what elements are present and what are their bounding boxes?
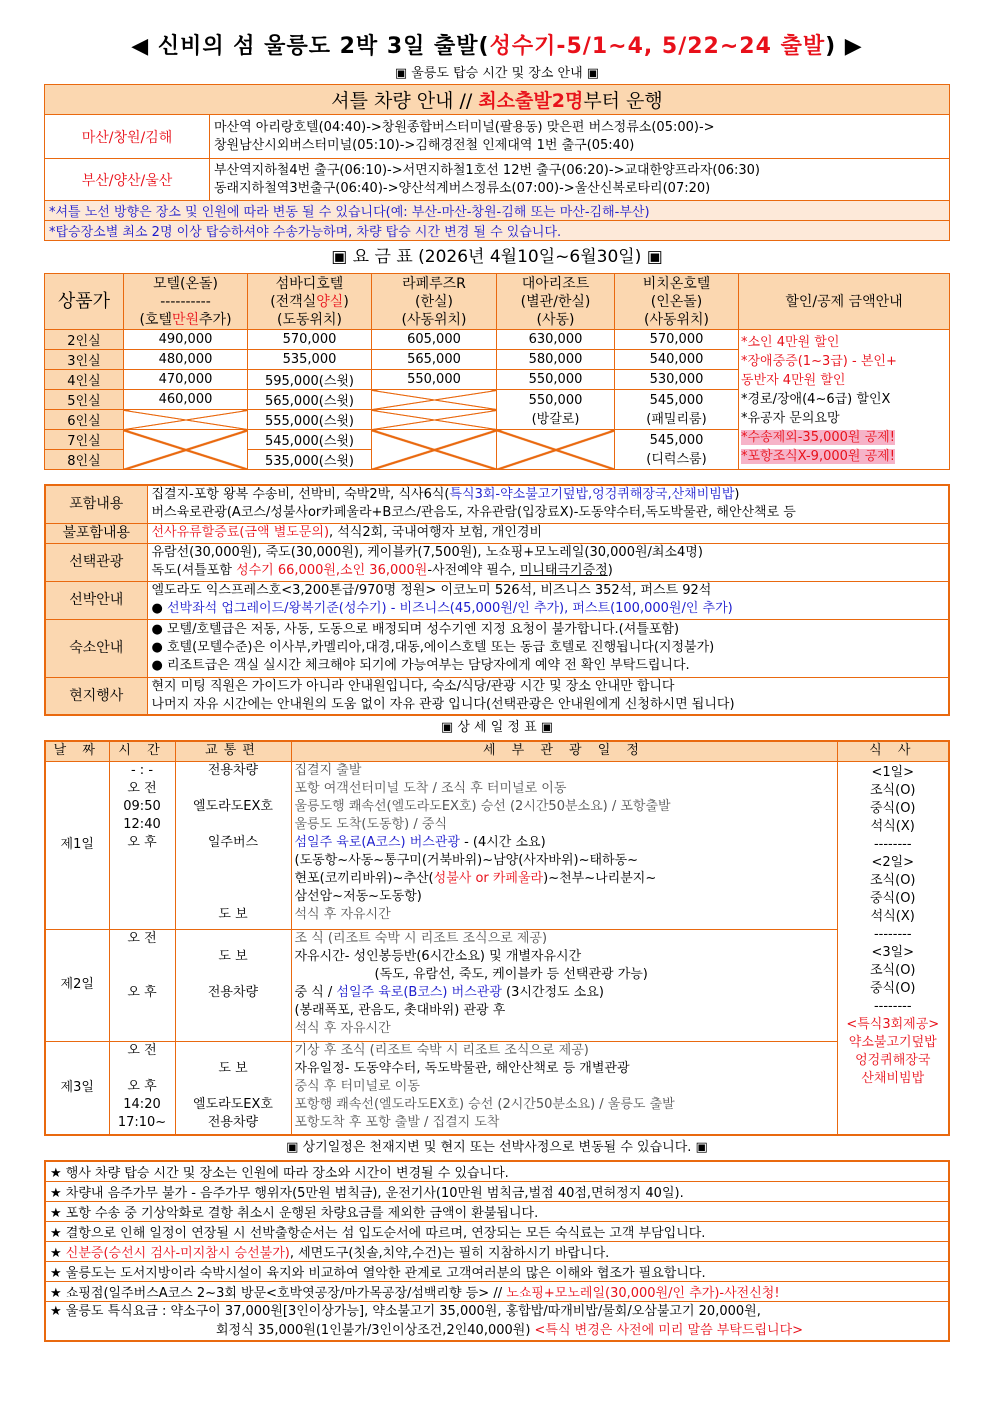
info-content: 엘도라도 익스프레스호<3,200톤급/970명 정원> 이코노미 526석, 비즈니스 352석, 퍼스트 92석 ● 선박좌석 업그레이드/왕복기준(성수기) - 비즈니스(45,000원/인 추가), 퍼스트(100,000원/인 추가) [147, 581, 949, 619]
fee-title: ▣ 요 금 표 (2026년 4월10일~6월30일) ▣ [331, 247, 663, 267]
beachon-deluxe: 545,000 (디럭스룸) [615, 430, 739, 470]
fee-row: 8인실 535,000(스윗) [45, 450, 950, 470]
fee-row: 5인실 460,000 565,000(스윗) 550,000 (방갈로) 545,000 (패밀리룸) [45, 390, 950, 410]
info-content: 유람선(30,000원), 죽도(30,000원), 케이블카(7,500원), 노쇼핑+모노레일(30,000원/최소4명) 독도(셔틀포함 성수기 66,000원,소인 36,000원-사전예약 필수, 미니태극기증정) [147, 543, 949, 581]
fee-table [44, 273, 950, 470]
info-table [44, 484, 950, 716]
warning-item: ★ 차량내 음주가무 불가 - 음주가무 행위자(5만원 범칙금), 운전기사(10만원 범칙금,벌점 40점,면허정지 40일). [45, 1182, 949, 1202]
info-label: 숙소안내 [45, 619, 147, 677]
schedule-day3: 제3일 오 전 오 후 14:20 17:10~ 도 보 엘도라도EX호 전용차량 기상 후 조식 (리조트 숙박 시 리조트 조식으로 제공) 자유일정- 도동약수터, 독도박물관, 해안산책로 등 개별관광 중식 후 터미널로 이동 포항행 쾌속선(엘도라도EX호) 승선 (2시간50분소요) / 울릉도 출발 포항도착 후 포항 출발 / 집결지 도착 [45, 1041, 949, 1135]
warning-item: ★ 신분증(승선시 검사-미지참시 승선불가), 세면도구(칫솔,치약,수건)는 필히 지참하시기 바랍니다. [45, 1242, 949, 1262]
shuttle-route: 부산역지하철4번 출구(06:10)->서면지하철1호선 12번 출구(06:20)->교대한양프라자(06:30) 동래지하철역3번출구(06:40)->양산석계버스정류소(07:00)->울산신복로타리(07:20) [210, 159, 950, 201]
info-label: 불포함내용 [45, 523, 147, 543]
schedule-day1: 제1일 - : - 오 전 09:50 12:40 오 후 전용차량 엘도라도EX호 일주버스 도 보 집결지 출발 포항 여객선터미널 도착 / 조식 후 터미널로 이동 울릉도행 쾌속선(엘도라도EX호) 승선 (2시간50분소요) / 포항출발 울릉도 도착(도동항) / 중식 섬일주 육로(A코스) 버스관광 - (4시간 소요) (도동항~사동~통구미(거북바위)~남양(사자바위)~태하동~ 현포(코끼리바위)~추산(성불사 or 카페울라)~천부~나리분지~ 삼선암~저동~도동항) 석식 후 자유시간 <1일> 조식(O) 중식(O) 석식(X) -------- <2일> 조식(O) 중식(O) 석식(X) -------- <3일> 조식(O) 중식(O) -------- <특식3회제공> 약소불고기덮밥 엉겅퀴해장국 산채비빔밥 [45, 761, 949, 929]
shuttle-label: 부산/양산/울산 [45, 159, 210, 201]
fee-row: 7인실 545,000(스윗) 545,000 (디럭스룸) [45, 430, 950, 450]
info-content: 집결지-포항 왕복 수송비, 선박비, 숙박2박, 식사6식(특식3회-약소불고기덮밥,엉겅퀴해장국,산채비빔밥) 버스육로관광(A코스/성불사or카페울라+B코스/관음도, 자유관람(입장료X)-도동약수터,독도박물관, 해안산책로 등 [147, 485, 949, 523]
fee-head-product: 상품가 [45, 274, 124, 330]
daea-bungalow: 550,000 (방갈로) [497, 390, 615, 430]
info-label: 포함내용 [45, 485, 147, 523]
info-content: 현지 미팅 직원은 가이드가 아니라 안내원입니다, 숙소/식당/관광 시간 및 장소 안내만 합니다 나머지 자유 시간에는 안내원의 도움 없이 자유 관광 입니다(선택관광은 안내원에게 신청하시면 됩니다) [147, 677, 949, 715]
info-label: 선박안내 [45, 581, 147, 619]
shuttle-heading: 셔틀 차량 안내 // 최소출발2명부터 운행 [45, 85, 950, 115]
schedule-day2: 제2일 오 전 오 후 도 보 전용차량 조 식 (리조트 숙박 시 리조트 조식으로 제공) 자유시간- 성인봉등반(6시간소요) 및 개별자유시간 (독도, 유람선, 죽도, 케이블카 등 선택관광 가능) 중 식 / 섬일주 육로(B코스) 버스관광 (3시간정도 소요) (봉래폭포, 관음도, 촛대바위) 관광 후 석식 후 자유시간 [45, 929, 949, 1041]
warning-item: ★ 행사 차량 탑승 시간 및 장소는 인원에 따라 장소와 시간이 변경될 수 있습니다. [45, 1161, 949, 1182]
warning-item: ★ 결항으로 인해 일정이 연장될 시 선박출항순서는 섬 입도순서에 따르며, 연장되는 모든 숙식료는 고객 부담입니다. [45, 1222, 949, 1242]
info-label: 선택관광 [45, 543, 147, 581]
fee-head-motel: 모텔(온돌) ---------- (호텔만원추가) [124, 274, 248, 330]
warning-item: ★ 울릉도는 도서지방이라 숙박시설이 육지와 비교하여 열악한 관계로 고객여러분의 많은 이해와 협조가 필요합니다. [45, 1262, 949, 1282]
shuttle-note: *탑승장소별 최소 2명 이상 탑승하셔야 수송가능하며, 차량 탑승 시간 변경 될 수 있습니다. [45, 221, 950, 241]
fee-head-sombody: 섬바디호텔 (전객실양실) (도동위치) [248, 274, 372, 330]
warnings-table [44, 1160, 950, 1342]
beachon-family: 545,000 (패밀리룸) [615, 390, 739, 430]
shuttle-note: *셔틀 노선 방향은 장소 및 인원에 따라 변동 될 수 있습니다(예: 부산-마산-창원-김해 또는 마산-김해-부산) [45, 201, 950, 221]
boarding-subtitle: ▣ 울릉도 탑승 시간 및 장소 안내 ▣ [394, 66, 600, 81]
warning-item: ★ 포항 수송 중 기상악화로 결항 취소시 운행된 차량요금를 제외한 금액이 환불됩니다. [45, 1202, 949, 1222]
schedule-title: ▣ 상 세 일 정 표 ▣ [440, 720, 554, 735]
shuttle-label: 마산/창원/김해 [45, 115, 210, 159]
warning-item: ★ 울릉도 특식요금 : 약소구이 37,000원[3인이상가능], 약소불고기 35,000원, 홍합밥/따개비밥/물회/오삼불고기 20,000원, 회정식 35,000원(1인불가/3인이상조건,2인40,000원) <특식 변경은 사전에 미리 말씀 부탁드립니다> [45, 1302, 949, 1342]
fee-head-laperouse: 라페루즈R (한실) (사동위치) [372, 274, 497, 330]
schedule-table: 날 짜 시 간 교통편 세 부 관 광 일 정 식 사 제1일 - : - 오 전 09:50 12:40 오 후 전용차량 엘도라도EX호 일주버스 도 보 집결지 출발 포항 여객선터미널 도착 / 조식 후 터미널로 이동 울릉도행 쾌속선(엘도라도EX호) 승선 (2시간50분소요) / 포항출발 울릉도 도착(도동항) / 중식 섬일주 육로(A코스) 버스관광 - (4시간 소요) (도동항~사동~통구미(거북바위)~남양(사자바위)~태하동~ 현포(코끼리바위)~추산(성불사 or 카페울라)~천부~나리분지~ 삼선암~저동~도동항) 석식 후 자유시간 <1일> 조식(O) 중식(O) 석식(X) -------- <2일> 조식(O) 중식(O) 석식(X) -------- <3일> 조식(O) 중식(O) -------- <특식3회제공> 약소불고기덮밥 엉겅퀴해장국 산채비빔밥 제2일 오 전 오 후 도 보 전용차량 조 식 (리조트 숙박 시 리조트 조식으로 제공) 자유시간- 성인봉등반(6시간소요) 및 개별자유시간 (독도, 유람선, 죽도, 케이블카 등 선택관광 가능) 중 식 / 섬일주 육로(B코스) 버스관광 (3시간정도 소요) (봉래폭포, 관음도, 촛대바위) 관광 후 석식 후 자유시간 제3일 오 전 오 후 14:20 17:10~ 도 보 엘도라도EX호 전용차량 기상 후 조식 (리조트 숙박 시 리조트 조식으로 제공) 자유일정- 도동약수터, 독도박물관, 해안산책로 등 개별관광 중식 후 터미널로 이동 포항행 쾌속선(엘도라도EX호) 승선 (2시간50분소요) / 울릉도 출발 포항도착 후 포항 출발 / 집결지 도착 [44, 740, 950, 1136]
schedule-footer: ▣ 상기일정은 천재지변 및 현지 또는 선박사정으로 변동될 수 있습니다. ▣ [286, 1140, 708, 1155]
fee-head-discount: 할인/공제 금액안내 [739, 274, 950, 330]
warning-item: ★ 쇼핑점(일주버스A코스 2~3회 방문<호박엿공장/마가목공장/섬백리향 등> // 노쇼핑+모노레일(30,000원/인 추가)-사전신청! [45, 1282, 949, 1302]
fee-head-daea: 대아리조트 (별관/한실) (사동) [497, 274, 615, 330]
info-label: 현지행사 [45, 677, 147, 715]
info-content: ● 모텔/호텔급은 저동, 사동, 도동으로 배정되며 성수기엔 지정 요청이 불가합니다.(셔틀포함) ● 호텔(모텔수준)은 이사부,카멜리아,대경,대동,에이스호텔 또는 동급 호텔로 진행됩니다(지정불가) ● 리조트급은 객실 실시간 체크해야 되기에 가능여부는 담당자에게 예약 전 확인 부탁드립니다. [147, 619, 949, 677]
info-content: 선사유류할증료(금액 별도문의), 석식2회, 국내여행자 보험, 개인경비 [147, 523, 949, 543]
shuttle-route: 마산역 아리랑호텔(04:40)->창원종합버스터미널(팔용동) 맞은편 버스정류소(05:00)-> 창원남산시외버스터미널(05:10)->김해경전철 인제대역 1번 출구(05:40) [210, 115, 950, 159]
fee-head-beachon: 비치온호텔 (인온돌) (사동위치) [615, 274, 739, 330]
fee-row: 3인실 480,000 535,000 565,000 580,000 540,000 [45, 350, 950, 370]
fee-row: 4인실 470,000 595,000(스윗) 550,000 550,000 530,000 [45, 370, 950, 390]
discount-info: *소인 4만원 할인 *장애중증(1~3급) - 본인+ 동반자 4만원 할인 *경로/장애(4~6급) 할인X *유공자 문의요망 *수송제외-35,000원 공제! *포항조식X-9,000원 공제! [739, 330, 950, 470]
shuttle-table [44, 84, 950, 241]
page-title: ◀ 신비의 섬 울릉도 2박 3일 출발(성수기-5/1~4, 5/22~24 출발) ▶ [131, 34, 863, 59]
fee-row: 2인실 490,000 570,000 605,000 630,000 570,000 *소인 4만원 할인 *장애중증(1~3급) - 본인+ 동반자 4만원 할인 *경로/장애(4~6급) 할인X *유공자 문의요망 *수송제외-35,000원 공제! *포항조식X-9,000원 공제! [45, 330, 950, 350]
meal-column: <1일> 조식(O) 중식(O) 석식(X) -------- <2일> 조식(O) 중식(O) 석식(X) -------- <3일> 조식(O) 중식(O) -------- <특식3회제공> 약소불고기덮밥 엉겅퀴해장국 산채비빔밥 [837, 761, 949, 1135]
fee-row: 6인실 555,000(스윗) [45, 410, 950, 430]
